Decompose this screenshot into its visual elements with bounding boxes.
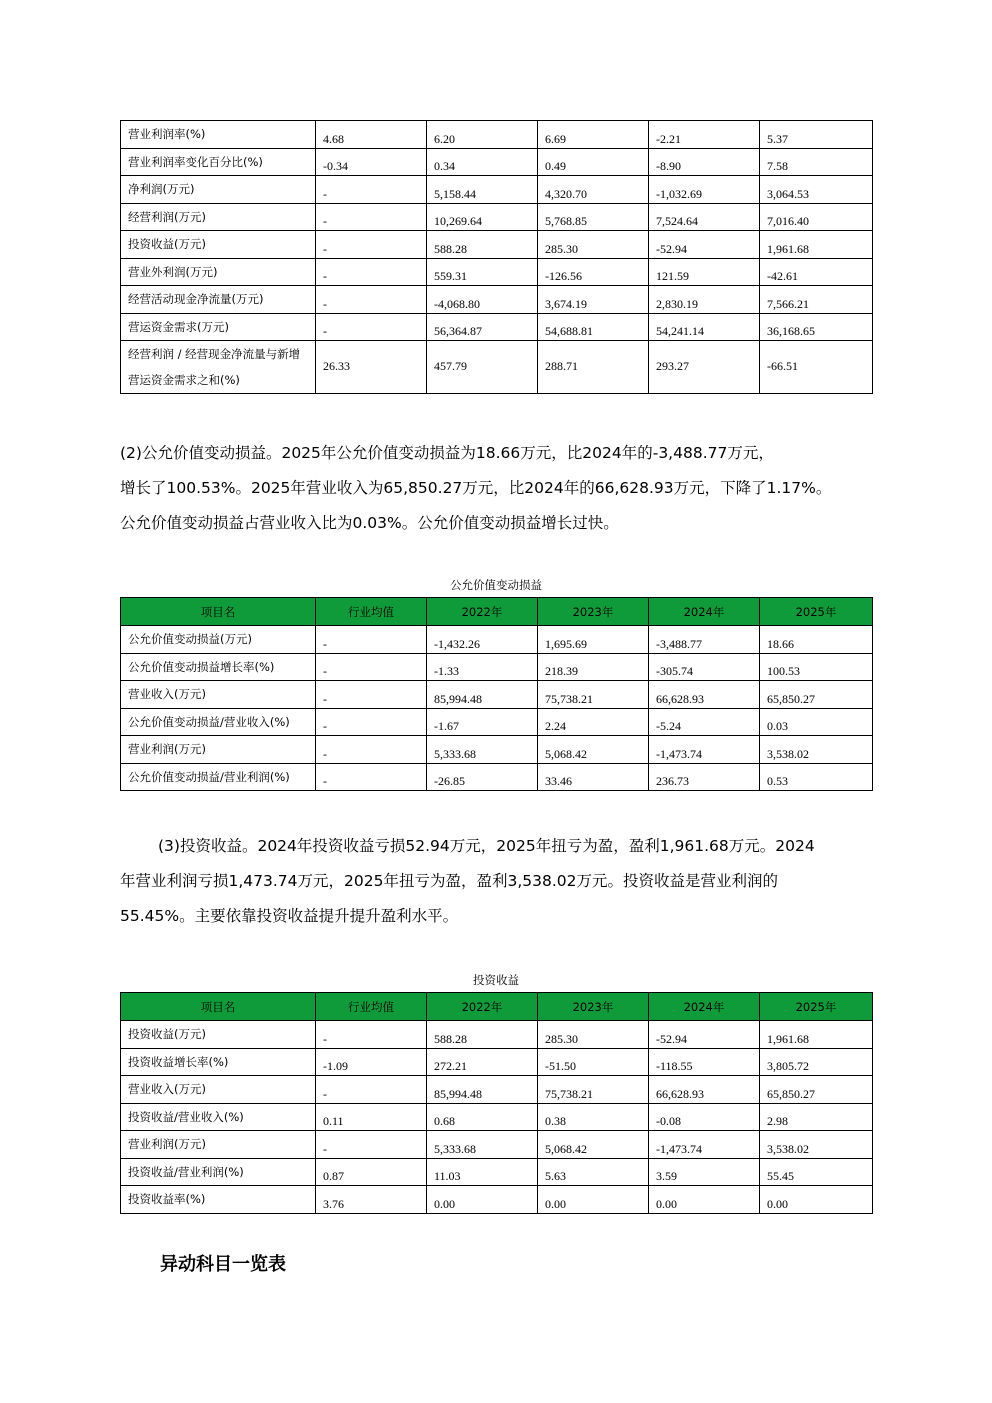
table-cell: - xyxy=(316,626,427,654)
table-cell: 1,695.69 xyxy=(538,626,649,654)
table-cell: - xyxy=(316,231,427,259)
table-row xyxy=(121,313,873,341)
table-cell: 6.69 xyxy=(538,121,649,149)
column-header: 项目名 xyxy=(121,993,316,1021)
table-cell: 3,064.53 xyxy=(760,176,873,204)
investment-income-paragraph xyxy=(120,829,875,934)
table-cell: 5,333.68 xyxy=(427,736,538,764)
fair-value-table-caption: 公允价值变动损益 xyxy=(450,578,542,592)
row-label: 营业利润(万元) xyxy=(121,1131,316,1159)
table-cell: 11.03 xyxy=(427,1158,538,1186)
table-cell: 7,016.40 xyxy=(760,203,873,231)
table-cell: 0.11 xyxy=(316,1103,427,1131)
table-cell: - xyxy=(316,203,427,231)
table-cell: 85,994.48 xyxy=(427,1076,538,1104)
row-label: 经营利润 / 经营现金净流量与新增营运资金需求之和(%) xyxy=(121,341,316,394)
table-cell: - xyxy=(316,1131,427,1159)
table-cell: 2.24 xyxy=(538,708,649,736)
table-cell: 236.73 xyxy=(649,763,760,791)
table-cell: 54,688.81 xyxy=(538,313,649,341)
table-cell: 5,158.44 xyxy=(427,176,538,204)
table-cell: 2,830.19 xyxy=(649,286,760,314)
table-cell: - xyxy=(316,286,427,314)
table-cell: 3,538.02 xyxy=(760,1131,873,1159)
table-cell: -1,432.26 xyxy=(427,626,538,654)
table-cell: - xyxy=(316,176,427,204)
table-cell: 0.34 xyxy=(427,148,538,176)
table-row xyxy=(121,681,873,709)
table-cell: 5.37 xyxy=(760,121,873,149)
table-cell: 3.59 xyxy=(649,1158,760,1186)
table-cell: -1.09 xyxy=(316,1048,427,1076)
profit-metrics-table xyxy=(120,120,873,394)
table-cell: 26.33 xyxy=(316,341,427,394)
column-header: 2024年 xyxy=(649,993,760,1021)
table-cell: -126.56 xyxy=(538,258,649,286)
table-row xyxy=(121,653,873,681)
table-cell: -1,473.74 xyxy=(649,736,760,764)
paragraph-line: 55.45%。主要依靠投资收益提升提升盈利水平。 xyxy=(120,907,459,925)
table-cell: - xyxy=(316,1076,427,1104)
table-cell: -26.85 xyxy=(427,763,538,791)
table-cell: 285.30 xyxy=(538,1021,649,1049)
table-row xyxy=(121,708,873,736)
paragraph-line: (2)公允价值变动损益。2025年公允价值变动损益为18.66万元，比2024年的-3,488.77万元， xyxy=(120,444,774,462)
table-row xyxy=(121,736,873,764)
fair-value-table xyxy=(120,597,873,791)
table-cell: -51.50 xyxy=(538,1048,649,1076)
column-header: 2024年 xyxy=(649,598,760,626)
table-cell: 3.76 xyxy=(316,1186,427,1214)
table-cell: -5.24 xyxy=(649,708,760,736)
table-row xyxy=(121,121,873,149)
table-cell: -52.94 xyxy=(649,231,760,259)
table-row xyxy=(121,1186,873,1214)
table-cell: 6.20 xyxy=(427,121,538,149)
table-cell: - xyxy=(316,313,427,341)
row-label: 营业收入(万元) xyxy=(121,1076,316,1104)
table-cell: 0.87 xyxy=(316,1158,427,1186)
investment-income-table-caption: 投资收益 xyxy=(473,973,519,987)
table-row xyxy=(121,231,873,259)
table-cell: -118.55 xyxy=(649,1048,760,1076)
table-cell: -305.74 xyxy=(649,653,760,681)
table-cell: 66,628.93 xyxy=(649,681,760,709)
table-cell: -1.67 xyxy=(427,708,538,736)
table-cell: -1.33 xyxy=(427,653,538,681)
column-header: 2022年 xyxy=(427,598,538,626)
table-cell: 75,738.21 xyxy=(538,681,649,709)
table-cell: 33.46 xyxy=(538,763,649,791)
table-cell: 0.00 xyxy=(538,1186,649,1214)
table-header-row xyxy=(121,598,873,626)
column-header: 2023年 xyxy=(538,598,649,626)
row-label: 投资收益(万元) xyxy=(121,231,316,259)
row-label: 公允价值变动损益增长率(%) xyxy=(121,653,316,681)
table-cell: 2.98 xyxy=(760,1103,873,1131)
table-row xyxy=(121,1158,873,1186)
table-row xyxy=(121,1076,873,1104)
table-row xyxy=(121,148,873,176)
table-cell: 36,168.65 xyxy=(760,313,873,341)
paragraph-line: 公允价值变动损益占营业收入比为0.03%。公允价值变动损益增长过快。 xyxy=(120,514,619,532)
table-header-row xyxy=(121,993,873,1021)
table-row xyxy=(121,258,873,286)
row-label: 投资收益/营业利润(%) xyxy=(121,1158,316,1186)
table-cell: - xyxy=(316,258,427,286)
table-cell: 5,768.85 xyxy=(538,203,649,231)
table-cell: 588.28 xyxy=(427,1021,538,1049)
table-cell: 7,524.64 xyxy=(649,203,760,231)
row-label: 投资收益率(%) xyxy=(121,1186,316,1214)
table-row xyxy=(121,341,873,394)
table-cell: - xyxy=(316,736,427,764)
paragraph-line: (3)投资收益。2024年投资收益亏损52.94万元，2025年扭亏为盈，盈利1,961.68万元。2024 xyxy=(158,837,815,855)
table-cell: 121.59 xyxy=(649,258,760,286)
table-cell: 293.27 xyxy=(649,341,760,394)
paragraph-line: 年营业利润亏损1,473.74万元，2025年扭亏为盈，盈利3,538.02万元。投资收益是营业利润的 xyxy=(120,872,778,890)
table-row xyxy=(121,763,873,791)
row-label: 营业利润率变化百分比(%) xyxy=(121,148,316,176)
table-cell: -2.21 xyxy=(649,121,760,149)
table-cell: -0.08 xyxy=(649,1103,760,1131)
table-cell: 7.58 xyxy=(760,148,873,176)
table-cell: 5.63 xyxy=(538,1158,649,1186)
table-row xyxy=(121,1103,873,1131)
table-cell: 5,333.68 xyxy=(427,1131,538,1159)
row-label: 营运资金需求(万元) xyxy=(121,313,316,341)
table-cell: -42.61 xyxy=(760,258,873,286)
column-header: 行业均值 xyxy=(316,993,427,1021)
row-label: 公允价值变动损益/营业收入(%) xyxy=(121,708,316,736)
table-cell: 559.31 xyxy=(427,258,538,286)
table-cell: 0.38 xyxy=(538,1103,649,1131)
table-cell: 285.30 xyxy=(538,231,649,259)
column-header: 2025年 xyxy=(760,598,873,626)
table-cell: 0.00 xyxy=(760,1186,873,1214)
table-cell: 457.79 xyxy=(427,341,538,394)
paragraph-line: 增长了100.53%。2025年营业收入为65,850.27万元，比2024年的66,628.93万元，下降了1.17%。 xyxy=(120,479,832,497)
table-row xyxy=(121,176,873,204)
table-row xyxy=(121,203,873,231)
table-cell: 5,068.42 xyxy=(538,1131,649,1159)
table-cell: 7,566.21 xyxy=(760,286,873,314)
table-cell: - xyxy=(316,708,427,736)
row-label: 净利润(万元) xyxy=(121,176,316,204)
row-label: 投资收益/营业收入(%) xyxy=(121,1103,316,1131)
column-header: 2023年 xyxy=(538,993,649,1021)
investment-income-table-body xyxy=(121,1021,873,1214)
investment-income-table xyxy=(120,992,873,1214)
column-header: 2022年 xyxy=(427,993,538,1021)
table-cell: 288.71 xyxy=(538,341,649,394)
table-cell: - xyxy=(316,1021,427,1049)
table-row xyxy=(121,1048,873,1076)
row-label: 投资收益增长率(%) xyxy=(121,1048,316,1076)
table-cell: - xyxy=(316,763,427,791)
table-cell: 0.53 xyxy=(760,763,873,791)
table-cell: 1,961.68 xyxy=(760,1021,873,1049)
table-cell: 56,364.87 xyxy=(427,313,538,341)
table-cell: - xyxy=(316,681,427,709)
row-label: 营业利润率(%) xyxy=(121,121,316,149)
table-cell: 18.66 xyxy=(760,626,873,654)
profit-metrics-table-body xyxy=(121,121,873,394)
table-cell: 4,320.70 xyxy=(538,176,649,204)
row-label: 营业收入(万元) xyxy=(121,681,316,709)
fair-value-table-body xyxy=(121,626,873,791)
column-header: 行业均值 xyxy=(316,598,427,626)
table-cell: 3,805.72 xyxy=(760,1048,873,1076)
table-cell: -1,032.69 xyxy=(649,176,760,204)
table-cell: - xyxy=(316,653,427,681)
table-cell: -1,473.74 xyxy=(649,1131,760,1159)
table-cell: -66.51 xyxy=(760,341,873,394)
table-cell: 3,538.02 xyxy=(760,736,873,764)
table-cell: 66,628.93 xyxy=(649,1076,760,1104)
table-row xyxy=(121,286,873,314)
table-cell: -52.94 xyxy=(649,1021,760,1049)
table-cell: 272.21 xyxy=(427,1048,538,1076)
table-cell: 4.68 xyxy=(316,121,427,149)
table-cell: 588.28 xyxy=(427,231,538,259)
table-cell: 218.39 xyxy=(538,653,649,681)
table-cell: -3,488.77 xyxy=(649,626,760,654)
table-row xyxy=(121,626,873,654)
table-cell: 65,850.27 xyxy=(760,1076,873,1104)
section-heading: 异动科目一览表 xyxy=(160,1254,286,1275)
table-cell: 0.00 xyxy=(649,1186,760,1214)
row-label: 投资收益(万元) xyxy=(121,1021,316,1049)
row-label: 公允价值变动损益/营业利润(%) xyxy=(121,763,316,791)
column-header: 项目名 xyxy=(121,598,316,626)
table-cell: 65,850.27 xyxy=(760,681,873,709)
table-cell: 100.53 xyxy=(760,653,873,681)
table-cell: 85,994.48 xyxy=(427,681,538,709)
table-cell: 0.03 xyxy=(760,708,873,736)
column-header: 2025年 xyxy=(760,993,873,1021)
row-label: 营业外利润(万元) xyxy=(121,258,316,286)
table-cell: 54,241.14 xyxy=(649,313,760,341)
table-cell: 10,269.64 xyxy=(427,203,538,231)
row-label: 经营活动现金净流量(万元) xyxy=(121,286,316,314)
table-cell: 0.00 xyxy=(427,1186,538,1214)
table-cell: 5,068.42 xyxy=(538,736,649,764)
table-cell: 3,674.19 xyxy=(538,286,649,314)
fair-value-paragraph xyxy=(120,436,875,541)
row-label: 公允价值变动损益(万元) xyxy=(121,626,316,654)
table-row xyxy=(121,1021,873,1049)
table-cell: 0.68 xyxy=(427,1103,538,1131)
table-cell: -0.34 xyxy=(316,148,427,176)
table-cell: 0.49 xyxy=(538,148,649,176)
table-cell: 55.45 xyxy=(760,1158,873,1186)
row-label: 经营利润(万元) xyxy=(121,203,316,231)
table-cell: -8.90 xyxy=(649,148,760,176)
table-row xyxy=(121,1131,873,1159)
table-cell: 1,961.68 xyxy=(760,231,873,259)
table-cell: -4,068.80 xyxy=(427,286,538,314)
table-cell: 75,738.21 xyxy=(538,1076,649,1104)
row-label: 营业利润(万元) xyxy=(121,736,316,764)
